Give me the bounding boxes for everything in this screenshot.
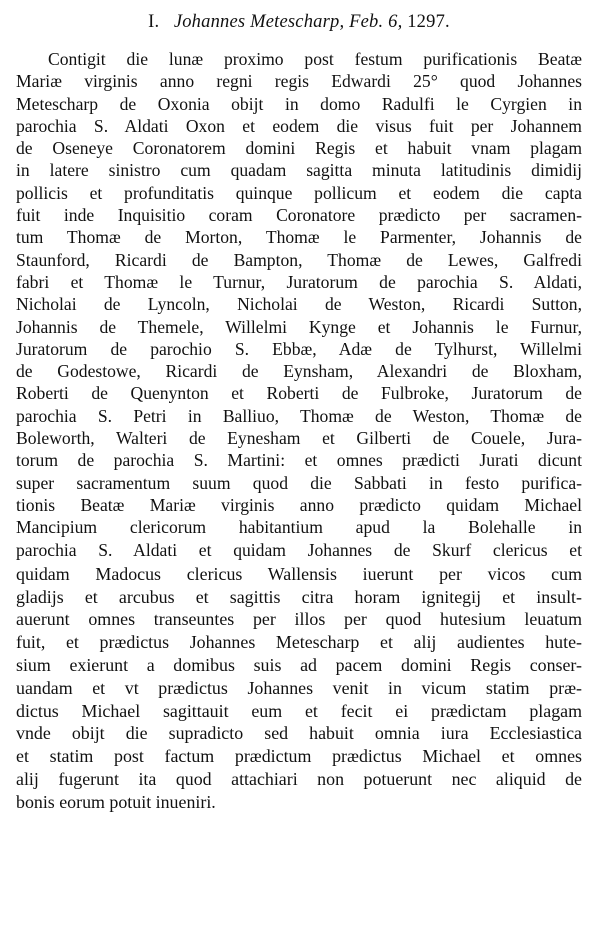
text-line: super sacramentum suum quod die Sabbati in festo purifica-	[16, 472, 582, 493]
text-line: et statim post factum prædictum prædictus Michael et omnes	[16, 746, 582, 767]
paragraph-bottom	[16, 563, 582, 814]
text-line: pollicis et profunditatis quinque pollicum et eodem die capta	[16, 182, 582, 203]
text-line: uandam et vt prædictus Johannes venit in vicum statim præ-	[16, 677, 582, 698]
text-line: Mancipium clericorum habitantium apud la Bolehalle in	[16, 517, 582, 538]
text-line: Nicholai de Lyncoln, Nicholai de Weston, Ricardi Sutton,	[16, 294, 582, 315]
paragraph-top	[16, 48, 582, 561]
text-line: vnde obijt die supradicto sed habuit omnia iura Ecclesiastica	[16, 723, 582, 744]
text-line: alij fugerunt ita quod attachiari non potuerunt nec aliquid de	[16, 769, 582, 789]
text-line: de Oseneye Coronatorem domini Regis et habuit vnam plagam	[16, 138, 582, 159]
text-line: Johannis de Themele, Willelmi Kynge et Johannis le Furnur,	[16, 316, 582, 337]
entry-year: 1297.	[407, 12, 450, 32]
entry-number: I.	[148, 12, 160, 32]
text-line: tionis Beatæ Mariæ virginis anno prædicto quidam Michael	[16, 494, 582, 515]
text-line: Boleworth, Walteri de Eynesham et Gilberti de Couele, Jura-	[16, 428, 582, 449]
text-line: tum Thomæ de Morton, Thomæ le Parmenter, Johannis de	[16, 227, 582, 248]
text-line: Contigit die lunæ proximo post festum purificationis Beatæ	[48, 49, 582, 69]
entry-heading	[16, 10, 582, 34]
text-line: de Godestowe, Ricardi de Eynsham, Alexandri de Bloxham,	[16, 361, 582, 382]
text-line: fabri et Thomæ le Turnur, Juratorum de parochia S. Aldati,	[16, 271, 582, 292]
entry-name: Johannes Metescharp,	[173, 12, 345, 32]
text-line: Metescharp de Oxonia obijt in domo Radulfi le Cyrgien in	[16, 93, 582, 114]
entry-date: Feb. 6,	[349, 12, 403, 32]
text-line: dictus Michael sagittauit eum et fecit ei prædictam plagam	[16, 700, 582, 721]
text-line: Juratorum de parochio S. Ebbæ, Adæ de Tylhurst, Willelmi	[16, 338, 582, 359]
text-line: torum de parochia S. Martini: et omnes prædicti Jurati dicunt	[16, 450, 582, 471]
text-line: auerunt omnes transeuntes per illos per quod hutesium leuatum	[16, 609, 582, 630]
text-line: quidam Madocus clericus Wallensis iuerunt per vicos cum	[16, 563, 582, 584]
text-line: parochia S. Aldati Oxon et eodem die visus fuit per Johannem	[16, 115, 582, 136]
text-line: sium exierunt a domibus suis ad pacem domini Regis conser-	[16, 655, 582, 676]
text-line: parochia S. Petri in Balliuo, Thomæ de Weston, Thomæ de	[16, 405, 582, 426]
text-line: Mariæ virginis anno regni regis Edwardi 25° quod Johannes	[16, 71, 582, 92]
text-line: fuit, et prædictus Johannes Metescharp et alij audientes hute-	[16, 632, 582, 653]
text-line: parochia S. Aldati et quidam Johannes de Skurf clericus et	[16, 539, 582, 560]
text-line: bonis eorum potuit inueniri.	[16, 791, 216, 812]
text-line: Staunford, Ricardi de Bampton, Thomæ de Lewes, Galfredi	[16, 249, 582, 270]
text-line: fuit inde Inquisitio coram Coronatore prædicto per sacramen-	[16, 205, 582, 226]
text-line: in latere sinistro cum quadam sagitta minuta latitudinis dimidij	[16, 160, 582, 181]
text-line: gladijs et arcubus et sagittis citra horam ignitegij et insult-	[16, 586, 582, 607]
text-line: Roberti de Quenynton et Roberti de Fulbroke, Juratorum de	[16, 383, 582, 404]
